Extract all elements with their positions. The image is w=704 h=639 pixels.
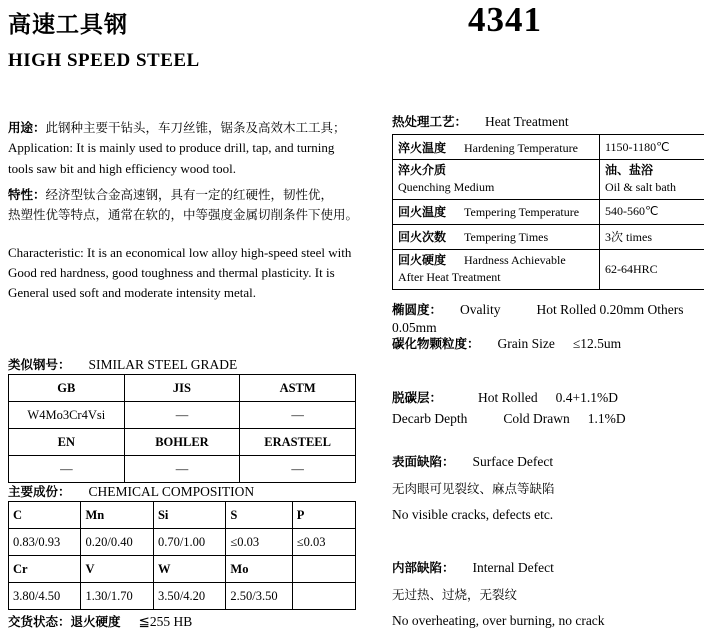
heat-row-3-key-cn: 回火次数: [398, 230, 447, 245]
decarb-row1-label: Hot Rolled: [478, 390, 538, 405]
table-row: [393, 224, 704, 249]
table-row: [393, 199, 704, 224]
decarb-label-en: Decarb Depth: [392, 410, 468, 426]
characteristic-section-en: [8, 243, 376, 303]
chem-cell-2-1: V: [81, 556, 153, 583]
decarb-row2-label: Cold Drawn: [503, 410, 570, 426]
ovality-label-en: Ovality: [460, 302, 501, 317]
delivery-value: ≦255 HB: [138, 614, 193, 629]
delivery-condition: [8, 612, 192, 631]
similar-grade-table: [8, 374, 356, 483]
heat-row-4-key-cn: 回火硬度: [398, 252, 447, 267]
heat-row-3-key-en: Tempering Times: [464, 230, 549, 245]
table-row: [9, 375, 356, 402]
similar-cell-1-0: W4Mo3Cr4Vsi: [9, 402, 125, 429]
similar-cell-3-2: —: [240, 456, 356, 483]
chem-cell-1-1: 0.20/0.40: [81, 529, 153, 556]
page-title-en: HIGH SPEED STEEL: [8, 50, 200, 71]
similar-cell-2-2: ERASTEEL: [240, 429, 356, 456]
internal-label-en: Internal Defect: [472, 560, 554, 575]
chem-cell-0-2: Si: [153, 502, 225, 529]
heat-label-en: Heat Treatment: [485, 114, 569, 129]
chem-cell-0-1: Mn: [81, 502, 153, 529]
chem-cell-1-0: 0.83/0.93: [9, 529, 81, 556]
heat-row-4-key-en: Hardness Achievable: [464, 252, 566, 267]
chem-cell-3-3: 2.50/3.50: [226, 583, 292, 610]
heat-treatment-table: [392, 134, 704, 290]
grain-label-cn: 碳化物颗粒度：: [392, 336, 480, 351]
chem-cell-2-4: [292, 556, 355, 583]
chem-cell-0-3: S: [226, 502, 292, 529]
similar-grade-heading: [8, 355, 237, 374]
table-row: [9, 502, 356, 529]
table-row: [9, 402, 356, 429]
similar-grade-label-en: SIMILAR STEEL GRADE: [88, 357, 238, 372]
heat-row-1-value-cn: 油、盐浴: [605, 163, 654, 177]
similar-cell-3-0: —: [9, 456, 125, 483]
chem-cell-1-3: ≤0.03: [226, 529, 292, 556]
characteristic-text-en-line1: Characteristic: It is an economical low alloy high-speed steel with: [8, 245, 352, 260]
chem-cell-3-2: 3.50/4.20: [153, 583, 225, 610]
ovality-section: [392, 300, 704, 337]
similar-cell-0-0: GB: [9, 375, 125, 402]
table-row: [393, 160, 704, 200]
chem-cell-3-4: [292, 583, 355, 610]
similar-cell-3-1: —: [124, 456, 240, 483]
characteristic-label-cn: 特性：: [8, 187, 46, 202]
heat-row-4-key: [393, 249, 600, 289]
table-row: [393, 135, 704, 160]
heat-row-0-key-cn: 淬火温度: [398, 140, 447, 155]
chem-cell-1-4: ≤0.03: [292, 529, 355, 556]
characteristic-text-cn-line1: 经济型钛合金高速钢，具有一定的红硬性，韧性优，: [45, 187, 334, 202]
ovality-value: Hot Rolled 0.20mm Others 0.05mm: [392, 302, 684, 335]
heat-row-3-key: [393, 224, 600, 249]
internal-defect-section: [392, 558, 605, 632]
chem-cell-2-2: W: [153, 556, 225, 583]
grain-label-en: Grain Size: [497, 336, 555, 351]
table-row: [9, 429, 356, 456]
table-row: [9, 583, 356, 610]
delivery-label-cn: 交货状态：: [8, 614, 71, 629]
decarb-section: [392, 388, 626, 430]
chem-cell-3-1: 1.30/1.70: [81, 583, 153, 610]
heat-row-4-key-en2: After Heat Treatment: [398, 270, 501, 285]
grain-value: ≤12.5um: [572, 336, 622, 351]
page-title-cn: 高速工具钢: [8, 12, 128, 38]
ovality-label-cn: 椭圆度：: [392, 302, 443, 317]
heat-row-2-key-en: Tempering Temperature: [464, 205, 580, 220]
surface-label-cn: 表面缺陷：: [392, 454, 455, 469]
surface-defect-section: [392, 452, 555, 526]
application-text-en-line1: Application: It is mainly used to produce drill, tap, and turning: [8, 140, 335, 156]
chem-cell-3-0: 3.80/4.50: [9, 583, 81, 610]
similar-cell-1-2: —: [240, 402, 356, 429]
heat-label-cn: 热处理工艺：: [392, 114, 468, 129]
similar-cell-1-1: —: [124, 402, 240, 429]
table-row: [9, 456, 356, 483]
application-label-cn: 用途：: [8, 120, 46, 135]
decarb-row1-value: 0.4+1.1%D: [555, 390, 618, 405]
table-row: [393, 249, 704, 289]
chem-label-cn: 主要成份：: [8, 484, 71, 499]
application-text-en-line2: tools saw bit and high efficiency wood tool.: [8, 160, 236, 176]
chem-cell-1-2: 0.70/1.00: [153, 529, 225, 556]
internal-label-cn: 内部缺陷：: [392, 560, 455, 575]
heat-row-1-value: [600, 160, 704, 200]
chem-cell-2-0: Cr: [9, 556, 81, 583]
heat-row-2-key-cn: 回火温度: [398, 205, 447, 220]
similar-cell-0-2: ASTM: [240, 375, 356, 402]
characteristic-text-en-line3: General used soft and moderate intensity metal.: [8, 285, 257, 301]
decarb-row2-value: 1.1%D: [587, 410, 626, 426]
heat-row-4-value: 62-64HRC: [600, 249, 704, 289]
grade-number: 4341: [468, 0, 542, 39]
surface-text-en: No visible cracks, defects etc.: [392, 507, 554, 523]
surface-label-en: Surface Defect: [472, 454, 554, 469]
heat-row-2-key: [393, 199, 600, 224]
heat-row-0-key-en: Hardening Temperature: [464, 140, 578, 155]
heat-row-2-value: 540-560℃: [600, 199, 704, 224]
similar-cell-0-1: JIS: [124, 375, 240, 402]
characteristic-text-cn-line2: 热塑性优等特点，通常在软的，中等强度金属切削条件下使用。: [8, 207, 359, 223]
chem-label-en: CHEMICAL COMPOSITION: [88, 484, 255, 499]
heat-treatment-heading: [392, 112, 569, 131]
heat-row-1-key: [393, 160, 600, 200]
similar-grade-label-cn: 类似钢号：: [8, 357, 71, 372]
characteristic-text-en-line2: Good red hardness, good toughness and thermal plasticity. It is: [8, 265, 335, 281]
chemical-composition-heading: [8, 482, 254, 501]
chem-cell-0-0: C: [9, 502, 81, 529]
chem-cell-2-3: Mo: [226, 556, 292, 583]
internal-text-cn: 无过热、过烧，无裂纹: [392, 586, 518, 602]
table-row: [9, 529, 356, 556]
heat-row-1-value-en: Oil & salt bath: [605, 180, 676, 195]
grain-size-section: [392, 334, 621, 353]
chem-cell-0-4: P: [292, 502, 355, 529]
heat-row-1-key-en: Quenching Medium: [398, 180, 495, 195]
similar-cell-2-0: EN: [9, 429, 125, 456]
similar-cell-2-1: BOHLER: [124, 429, 240, 456]
heat-row-0-key: [393, 135, 600, 160]
heat-row-0-value: 1150-1180℃: [600, 135, 704, 160]
application-section: [8, 118, 376, 179]
internal-text-en: No overheating, over burning, no crack: [392, 613, 605, 629]
heat-row-3-value: 3次 times: [600, 224, 704, 249]
delivery-value-cn: 退火硬度: [70, 614, 121, 629]
chemical-composition-table: [8, 501, 356, 610]
decarb-label-cn: 脱碳层：: [392, 390, 443, 405]
application-text-cn: 此钢种主要干钻头，车刀丝锥，锯条及高效木工工具；: [45, 120, 346, 135]
surface-text-cn: 无肉眼可见裂纹、麻点等缺陷: [392, 480, 555, 496]
table-row: [9, 556, 356, 583]
heat-row-1-key-cn: 淬火介质: [398, 163, 447, 177]
characteristic-section-cn: [8, 185, 376, 226]
